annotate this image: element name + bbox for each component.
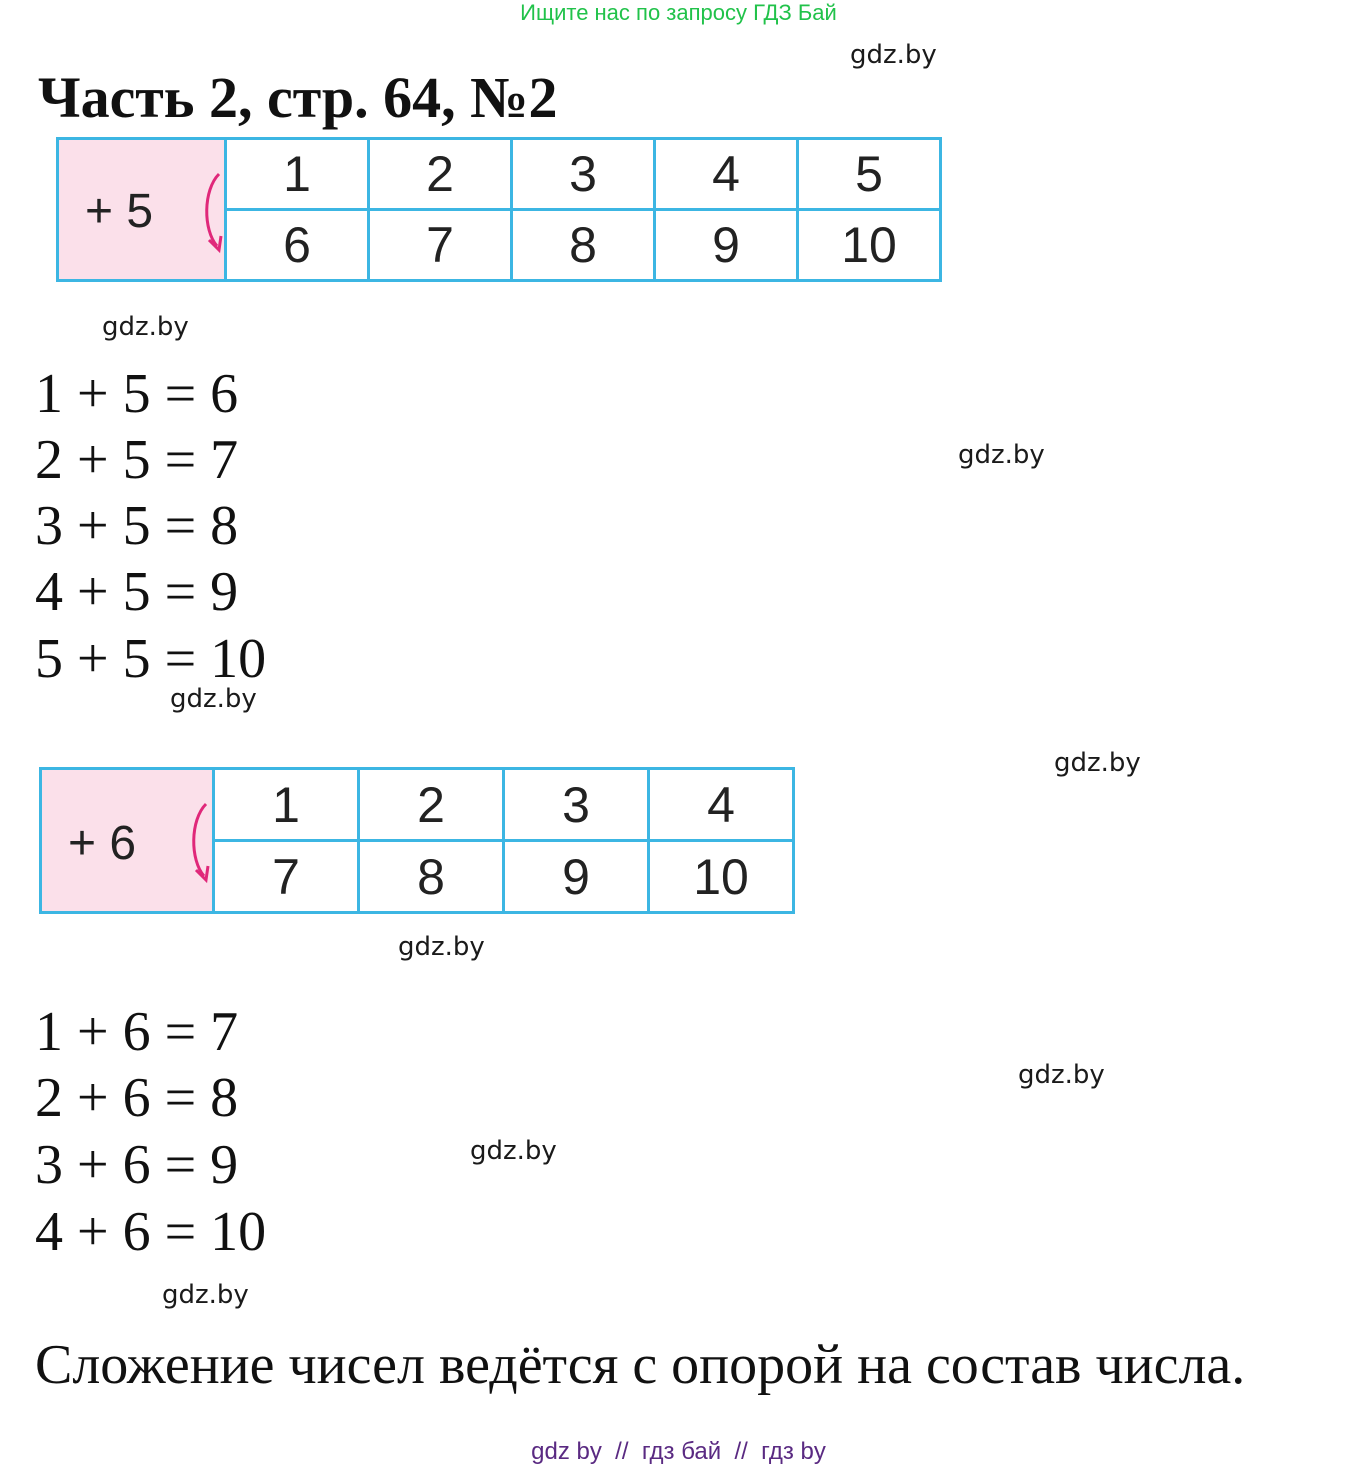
equation: 4 + 5 = 9 bbox=[35, 561, 239, 623]
addition-table-plus-6 bbox=[39, 767, 795, 914]
watermark: gdz.by bbox=[102, 312, 189, 342]
table-cell-top: 1 bbox=[214, 769, 359, 841]
curved-arrow-icon bbox=[199, 170, 229, 254]
curved-arrow-icon bbox=[186, 800, 216, 884]
table-cell-bottom: 10 bbox=[798, 210, 941, 281]
watermark: gdz.by bbox=[170, 684, 257, 714]
watermark: gdz.by bbox=[1054, 748, 1141, 778]
equation: 2 + 6 = 8 bbox=[35, 1067, 239, 1129]
operation-cell bbox=[41, 769, 214, 913]
table-cell-top: 5 bbox=[798, 139, 941, 210]
equation: 5 + 5 = 10 bbox=[35, 628, 267, 690]
equation: 4 + 6 = 10 bbox=[35, 1201, 267, 1263]
watermark: gdz.by bbox=[398, 932, 485, 962]
table-cell-top: 3 bbox=[512, 139, 655, 210]
equation: 1 + 6 = 7 bbox=[35, 1001, 239, 1063]
table-cell-bottom: 7 bbox=[369, 210, 512, 281]
top-banner: Ищите нас по запросу ГДЗ Бай bbox=[520, 0, 837, 25]
table-cell-bottom: 8 bbox=[512, 210, 655, 281]
table-cell-bottom: 6 bbox=[226, 210, 369, 281]
table-cell-top: 4 bbox=[655, 139, 798, 210]
table-cell-bottom: 7 bbox=[214, 841, 359, 913]
operation-label: + 5 bbox=[85, 185, 154, 238]
watermark: gdz.by bbox=[850, 40, 937, 70]
table-cell-bottom: 8 bbox=[359, 841, 504, 913]
watermark: gdz.by bbox=[470, 1136, 557, 1166]
conclusion-text: Сложение чисел ведётся с опорой на состав числа. bbox=[35, 1334, 1246, 1396]
table-cell-top: 2 bbox=[369, 139, 512, 210]
table-cell-top: 1 bbox=[226, 139, 369, 210]
equation: 1 + 5 = 6 bbox=[35, 363, 239, 425]
operation-cell bbox=[58, 139, 226, 281]
table-cell-bottom: 9 bbox=[504, 841, 649, 913]
table-cell-bottom: 10 bbox=[649, 841, 794, 913]
operation-label: + 6 bbox=[68, 817, 137, 870]
table-cell-top: 3 bbox=[504, 769, 649, 841]
footer-links: gdz by // гдз бай // гдз by bbox=[531, 1438, 826, 1465]
addition-table-plus-5 bbox=[56, 137, 942, 282]
table-cell-top: 2 bbox=[359, 769, 504, 841]
page-title: Часть 2, стр. 64, №2 bbox=[38, 65, 558, 130]
equation: 3 + 5 = 8 bbox=[35, 495, 239, 557]
equation: 2 + 5 = 7 bbox=[35, 429, 239, 491]
table-cell-bottom: 9 bbox=[655, 210, 798, 281]
watermark: gdz.by bbox=[1018, 1060, 1105, 1090]
table-cell-top: 4 bbox=[649, 769, 794, 841]
watermark: gdz.by bbox=[162, 1280, 249, 1310]
watermark: gdz.by bbox=[958, 440, 1045, 470]
equation: 3 + 6 = 9 bbox=[35, 1134, 239, 1196]
